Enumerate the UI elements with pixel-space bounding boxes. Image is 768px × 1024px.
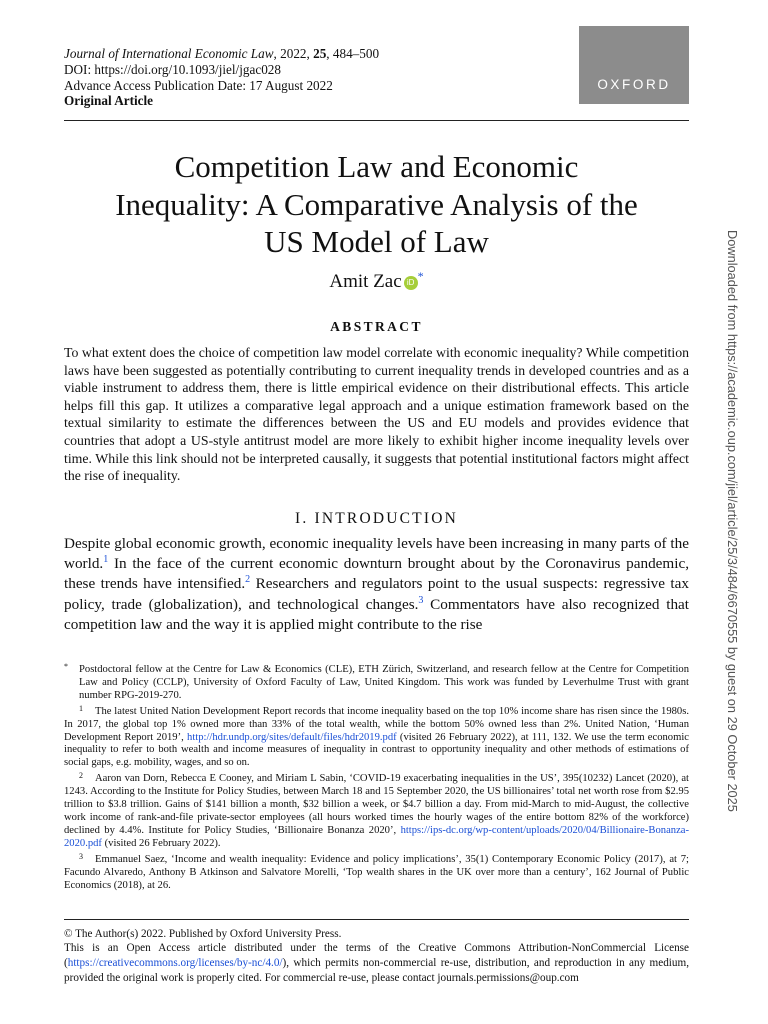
article-meta [64,46,379,109]
author-footnote-mark[interactable]: * [417,269,424,283]
title-line: Competition Law and Economic [174,149,579,184]
copyright-line: © The Author(s) 2022. Published by Oxford University Press. [64,928,342,940]
publisher-logo[interactable] [579,26,689,104]
footer-divider [64,919,689,920]
footnote-mark: 1 [79,703,83,713]
footnote-author [64,661,689,703]
license-text [64,941,689,987]
license-link[interactable]: https://creativecommons.org/licenses/by-nc/4.0/ [67,957,283,970]
footnote-text: (visited 26 February 2022), at 111, 132. We use the term economic inequality to refer to both wealth and income measures of inequality in contrast to opportunity inequality and other methods of estimations of social gaps, e.g. mobility, wages, and so on. [64,731,689,769]
journal-pages: , 484–500 [326,46,380,61]
title-line: US Model of Law [264,224,489,259]
download-watermark [724,230,744,812]
intro-text: Researchers and regulators point to the usual suspects: regressive tax policy, trade (globalization), and technological changes. [64,575,689,613]
footnote-mark: 3 [79,851,83,861]
author-line [64,264,689,294]
title-line: Inequality: A Comparative Analysis of the [115,186,638,222]
journal-citation [64,46,379,62]
intro-text: In the face of the current economic downturn brought about by the Coronavirus pandemic, these trends have intensified. [64,555,689,593]
footnote-link[interactable]: https://ips-dc.org/wp-content/uploads/2020/04/Billionaire-Bonanza-2020.pdf [64,824,689,849]
footnote-text: The latest United Nation Development Report records that income inequality based on the top 10% income share has risen since the 1980s. In 2017, the global top 1% owned more than 33% of the total wealth, while the bottom 50% owned less than 2%. United Nation, ‘Human Development Report 2019’, [64,705,689,743]
license-text-part: This is an Open Access article distributed under the terms of the Creative Commons Attribution-NonCommercial License ( [64,942,689,970]
footnote-text: Postdoctoral fellow at the Centre for Law & Economics (CLE), ETH Zürich, Switzerland, and research fellow at the Centre for Competition Law and Policy (CCLP), University of Oxford Faculty of Law, United Kingdom. This work was funded by Leverhulme Trust with grant number RPG-2019-270. [79,664,689,701]
footnote-ref-1[interactable]: 1 [103,554,109,566]
footnote-1 [64,703,689,771]
orcid-icon[interactable]: iD [404,276,418,290]
article-page [64,0,689,1024]
footnote-mark: * [64,662,68,671]
introduction-heading: I. INTRODUCTION [294,510,458,527]
journal-year: , 2022, [273,46,314,61]
article-type: Original Article [64,93,153,109]
journal-name: Journal of International Economic Law [64,46,274,61]
doi-line[interactable]: DOI: https://doi.org/10.1093/jiel/jgac028 [64,61,281,77]
journal-volume: 25 [313,46,327,61]
footnote-2 [64,770,689,850]
footnote-text: Emmanuel Saez, ‘Income and wealth inequality: Evidence and policy implications’, 35(1) Contemporary Economic Policy (2017), at 7; Facundo Alvaredo, Anthony B Atkinson and Salvatore Morelli, ‘Top wealth shares in the UK over more than a century’, 162 Journal of Public Economics (2018), at 26. [64,853,689,891]
download-watermark-text: Downloaded from https://academic.oup.com/jiel/article/25/3/484/6670555 by guest on 29 October 2025 [725,230,740,812]
article-title [64,148,689,261]
abstract-heading: ABSTRACT [330,319,423,334]
author-name[interactable]: Amit Zac [329,271,402,292]
abstract-text: To what extent does the choice of competition law model correlate with economic inequality? While competition laws have been suggested as potentially contributing to current inequality trends in developed countries and as a viable instrument to address them, there is little empirical evidence on their distributional effects. This article helps fill this gap. It utilizes a comparative legal approach and a unique estimation framework based on the textual similarity to estimate the differences between the US and EU models and provides evidence that countries that adopt a US-style antitrust model are more likely to exhibit higher income inequality levels over time. While this link should not be interpreted causally, it suggests that potential institutional factors might affect the rise of inequality. [64,345,689,484]
footnote-link[interactable]: http://hdr.undp.org/sites/default/files/hdr2019.pdf [187,731,397,743]
publisher-logo-text: OXFORD [597,77,671,92]
introduction-paragraph [64,534,689,635]
intro-text: Commentators have also recognized that competition law and the way it is applied might contribute to the rise [64,595,690,633]
license-text-part: ), which permits non-commercial re-use, distribution, and reproduction in any medium, provided the original work is properly cited. For commercial re-use, please contact journals.permissions@oup.com [64,957,689,985]
footnote-text: Aaron van Dorn, Rebecca E Cooney, and Miriam L Sabin, ‘COVID-19 exacerbating inequalities in the US’, 395(10232) Lancet (2020), at 1243. According to the Institute for Policy Studies, between March 18 and 15 September 2020, the US billionaires’ total net worth rose from $2.95 trillion to $3.8 trillion. Gains of $141 billion a month, $32 billion a week, or $4.7 billion a day. From mid-March to mid-August, the collective work income of rank-and-file private-sector employees (all hours worked times the hourly wages of the entire bottom 82% of the workforce) declined by 4.4%. Institute for Policy Studies, ‘Billionaire Bonanza 2020’, [64,773,689,836]
footnote-ref-2[interactable]: 2 [245,574,251,586]
footnote-mark: 2 [79,771,83,781]
intro-text: Despite global economic growth, economic inequality levels have been increasing in many parts of the world. [64,535,689,573]
header-divider [64,120,689,121]
footnote-ref-3[interactable]: 3 [418,594,424,606]
publication-date: Advance Access Publication Date: 17 August 2022 [64,77,333,93]
footnote-3 [64,851,689,893]
footnotes [64,661,689,892]
footnote-text: (visited 26 February 2022). [101,837,221,849]
